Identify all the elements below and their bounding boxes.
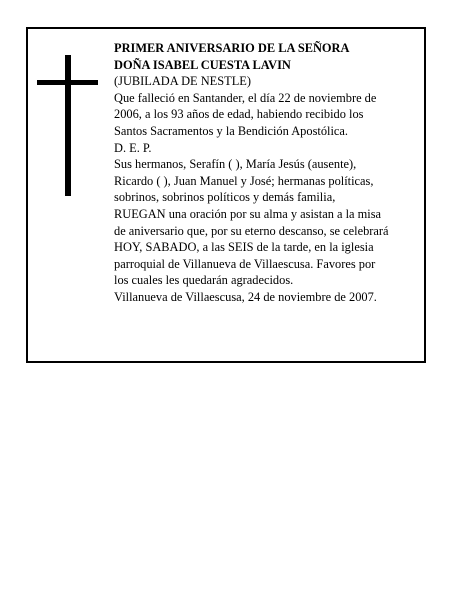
rip-text: D. E. P. (114, 140, 152, 155)
family-text-line-1: Sus hermanos, Serafín ( ), María Jesús (ausente), (114, 157, 357, 172)
request-text-line-5: los cuales les quedarán agradecidos. (114, 273, 294, 288)
death-text-line-1: Que falleció en Santander, el día 22 de noviembre de (114, 90, 377, 105)
death-text-line-3: Santos Sacramentos y la Bendición Apostólica. (114, 123, 349, 138)
cross-icon-crossbar (37, 80, 98, 85)
place-date-text: Villanueva de Villaescusa, 24 de noviembre de 2007. (114, 289, 377, 304)
obituary-text (114, 40, 422, 306)
request-text-line-1: RUEGAN una oración por su alma y asistan a la misa (114, 206, 382, 221)
notice-heading-line-2: DOÑA ISABEL CUESTA LAVIN (114, 57, 291, 72)
notice-heading-line-1: PRIMER ANIVERSARIO DE LA SEÑORA (114, 41, 350, 55)
cross-icon (65, 55, 71, 196)
notice-subheading: (JUBILADA DE NESTLE) (114, 74, 251, 89)
family-text-line-3: sobrinos, sobrinos políticos y demás familia, (114, 190, 336, 205)
request-text-line-3: HOY, SABADO, a las SEIS de la tarde, en la iglesia (114, 240, 374, 255)
death-text-line-2: 2006, a los 93 años de edad, habiendo recibido los (114, 107, 364, 122)
family-text-line-2: Ricardo ( ), Juan Manuel y José; hermanas políticas, (114, 173, 374, 188)
request-text-line-2: de aniversario que, por su eterno descanso, se celebrará (114, 223, 389, 238)
request-text-line-4: parroquial de Villanueva de Villaescusa. Favores por (114, 256, 376, 271)
